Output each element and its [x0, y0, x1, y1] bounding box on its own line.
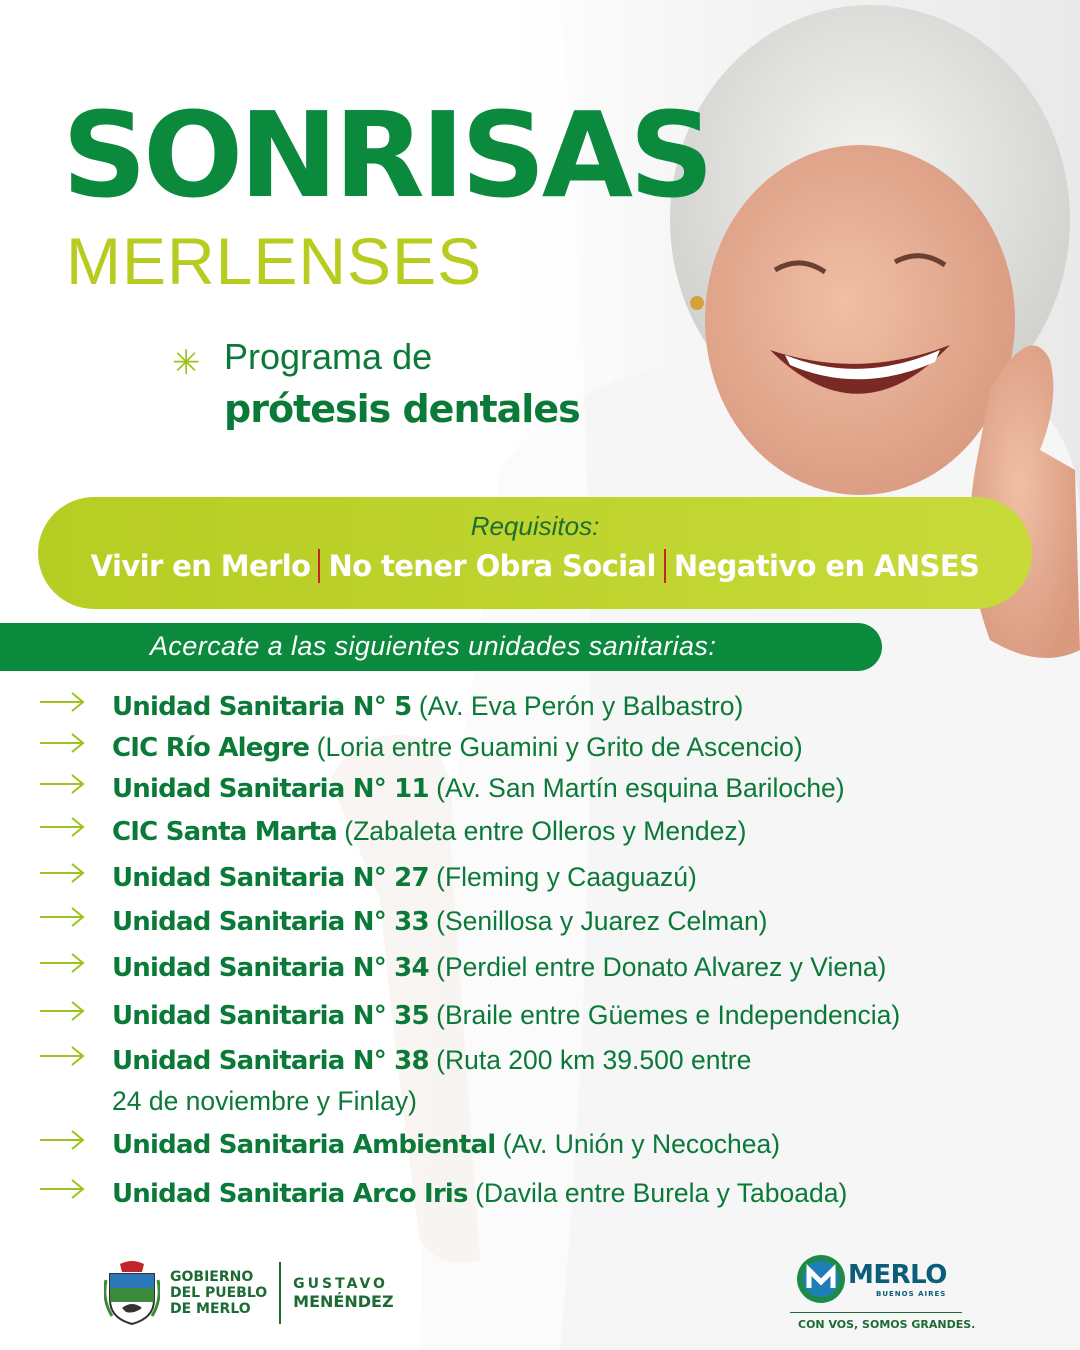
- arrow-right-icon: [40, 690, 86, 714]
- banner-text: Acercate a las siguientes unidades sanitarias:: [150, 631, 717, 661]
- merlo-emblem-icon: [796, 1254, 846, 1304]
- subtitle: MERLENSES: [66, 224, 483, 298]
- unit-address: (Zabaleta entre Olleros y Mendez): [344, 816, 747, 846]
- units-banner: [0, 623, 882, 671]
- unit-address: (Senillosa y Juarez Celman): [436, 906, 768, 936]
- government-name: [170, 1269, 267, 1317]
- unit-address: (Davila entre Burela y Taboada): [475, 1178, 848, 1208]
- arrow-right-icon: [40, 1044, 86, 1068]
- unit-address: (Av. Unión y Necochea): [502, 1129, 781, 1159]
- requirement-item: Vivir en Merlo: [90, 549, 311, 583]
- unit-name: CIC Río Alegre: [112, 733, 310, 763]
- government-logo: [104, 1258, 394, 1328]
- mayor-name: [293, 1276, 393, 1311]
- unit-name: Unidad Sanitaria Arco Iris: [112, 1179, 468, 1209]
- program-line-1: Programa de: [224, 336, 433, 377]
- program-line-2: prótesis dentales: [224, 387, 580, 431]
- unit-name: Unidad Sanitaria N° 5: [112, 692, 412, 722]
- unit-address-cont: 24 de noviembre y Finlay): [112, 1086, 417, 1116]
- divider: [790, 1312, 962, 1313]
- requirement-item: Negativo en ANSES: [673, 549, 980, 583]
- asterisk-icon: ✳: [172, 343, 201, 383]
- requirement-item: No tener Obra Social: [328, 549, 656, 583]
- gov-line: DEL PUEBLO: [170, 1285, 268, 1301]
- unit-address: (Av. San Martín esquina Bariloche): [436, 773, 845, 803]
- unit-name: Unidad Sanitaria N° 33: [112, 907, 429, 937]
- merlo-logo: [790, 1250, 976, 1340]
- crest-icon: [104, 1260, 160, 1326]
- merlo-wordmark: MERLO: [848, 1260, 947, 1290]
- arrow-right-icon: [40, 815, 86, 839]
- arrow-right-icon: [40, 1128, 86, 1152]
- unit-name: Unidad Sanitaria N° 27: [112, 863, 429, 893]
- arrow-right-icon: [40, 861, 86, 885]
- unit-address: (Av. Eva Perón y Balbastro): [418, 691, 744, 721]
- arrow-right-icon: [40, 999, 86, 1023]
- mayor-first-name: GUSTAVO: [293, 1275, 388, 1292]
- unit-name: Unidad Sanitaria Ambiental: [112, 1130, 496, 1160]
- unit-name: CIC Santa Marta: [112, 817, 337, 847]
- main-title: SONRISAS: [62, 86, 711, 224]
- unit-address: (Perdiel entre Donato Alvarez y Viena): [436, 952, 887, 982]
- unit-name: Unidad Sanitaria N° 11: [112, 774, 429, 804]
- slogan: CON VOS, SOMOS GRANDES.: [798, 1318, 976, 1331]
- unit-name: Unidad Sanitaria N° 34: [112, 953, 429, 983]
- arrow-right-icon: [40, 905, 86, 929]
- arrow-right-icon: [40, 1177, 86, 1201]
- unit-address: (Fleming y Caaguazú): [436, 862, 697, 892]
- mayor-last-name: MENÉNDEZ: [293, 1291, 394, 1311]
- arrow-right-icon: [40, 772, 86, 796]
- arrow-right-icon: [40, 731, 86, 755]
- gov-line: DE MERLO: [170, 1301, 251, 1317]
- gov-line: GOBIERNO: [170, 1269, 254, 1285]
- requirements-box: [38, 497, 1032, 609]
- unit-address: (Braile entre Güemes e Independencia): [436, 1000, 901, 1030]
- merlo-subtitle: BUENOS AIRES: [876, 1290, 947, 1298]
- arrow-right-icon: [40, 951, 86, 975]
- divider: [664, 549, 666, 583]
- divider: [318, 549, 320, 583]
- unit-address: (Loria entre Guamini y Grito de Ascencio): [316, 732, 803, 762]
- requirements-label: Requisitos:: [470, 511, 600, 541]
- unit-name: Unidad Sanitaria N° 35: [112, 1001, 429, 1031]
- unit-address: (Ruta 200 km 39.500 entre: [436, 1045, 752, 1075]
- unit-name: Unidad Sanitaria N° 38: [112, 1046, 429, 1076]
- divider: [279, 1262, 281, 1324]
